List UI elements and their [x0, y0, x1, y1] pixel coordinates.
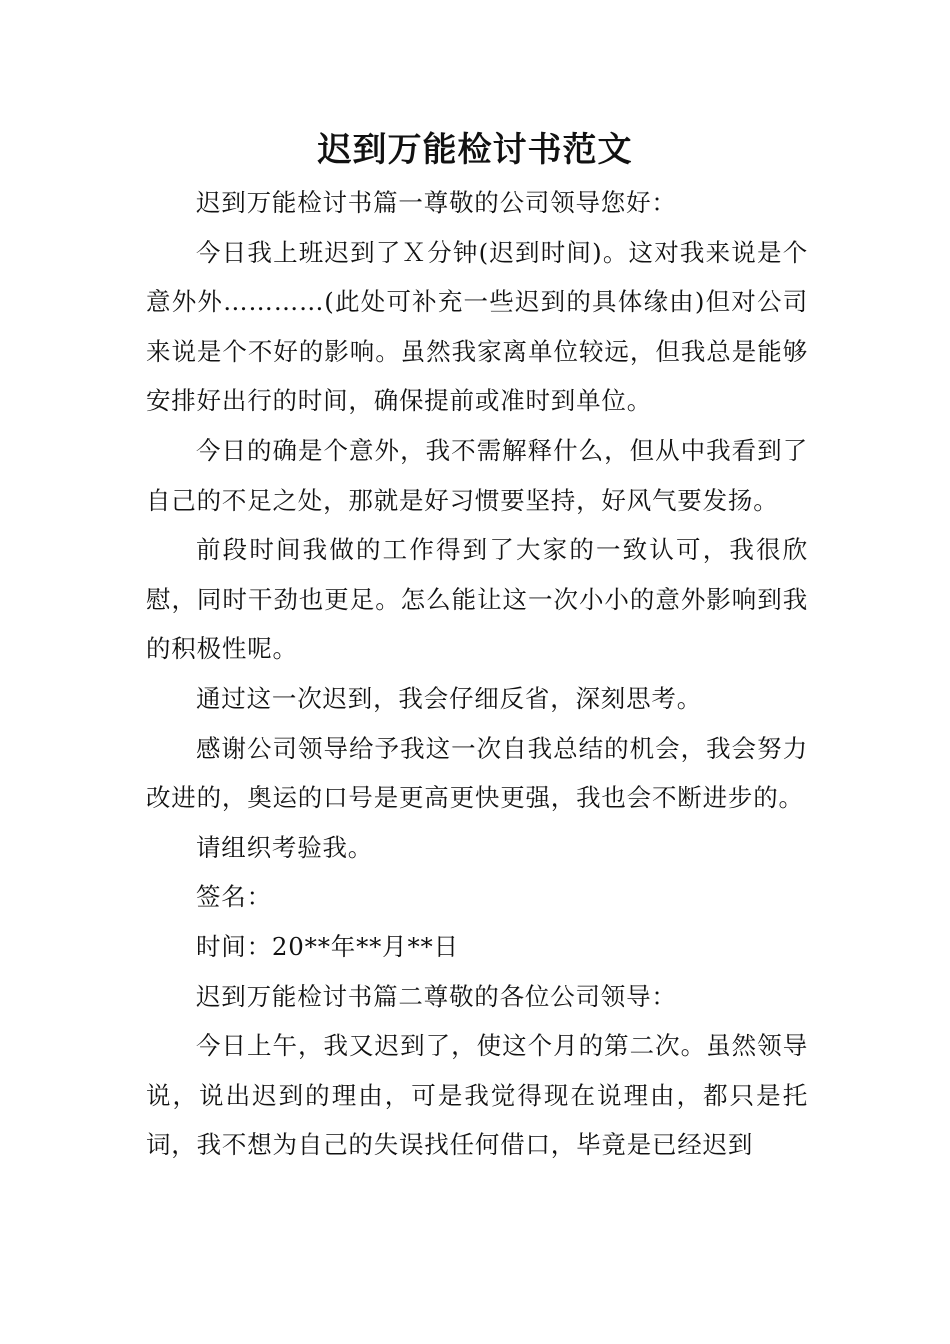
paragraph-7: 请组织考验我。 [196, 832, 374, 862]
paragraph-4: 前段时间我做的工作得到了大家的一致认可，我很欣慰，同时干劲也更足。怎么能让这一次小小的意外影响到我的积极性呢。 [146, 535, 808, 664]
signature-line: 签名： [196, 882, 272, 912]
document-body [146, 178, 808, 1170]
document-title: 迟到万能检讨书范文 [317, 130, 633, 170]
paragraph-5: 通过这一次迟到，我会仔细反省，深刻思考。 [196, 683, 702, 713]
date-line: 时间：20**年**月**日 [196, 931, 459, 961]
paragraph-2: 今日我上班迟到了Ｘ分钟(迟到时间)。这对我来说是个意外外…………(此处可补充一些迟到的具体缘由)但对公司来说是个不好的影响。虽然我家离单位较远，但我总是能够安排好出行的时间，确保提前或准时到单位。 [146, 237, 808, 416]
paragraph-3: 今日的确是个意外，我不需解释什么，但从中我看到了自己的不足之处，那就是好习惯要坚持，好风气要发扬。 [146, 435, 808, 515]
paragraph-10: 迟到万能检讨书篇二尊敬的各位公司领导： [196, 981, 677, 1011]
paragraph-1: 迟到万能检讨书篇一尊敬的公司领导您好： [196, 188, 677, 217]
paragraph-11: 今日上午，我又迟到了，使这个月的第二次。虽然领导说，说出迟到的理由，可是我觉得现在说理由，都只是托词，我不想为自己的失误找任何借口，毕竟是已经迟到 [146, 1031, 808, 1160]
paragraph-6: 感谢公司领导给予我这一次自我总结的机会，我会努力改进的，奥运的口号是更高更快更强，我也会不断进步的。 [146, 733, 808, 813]
